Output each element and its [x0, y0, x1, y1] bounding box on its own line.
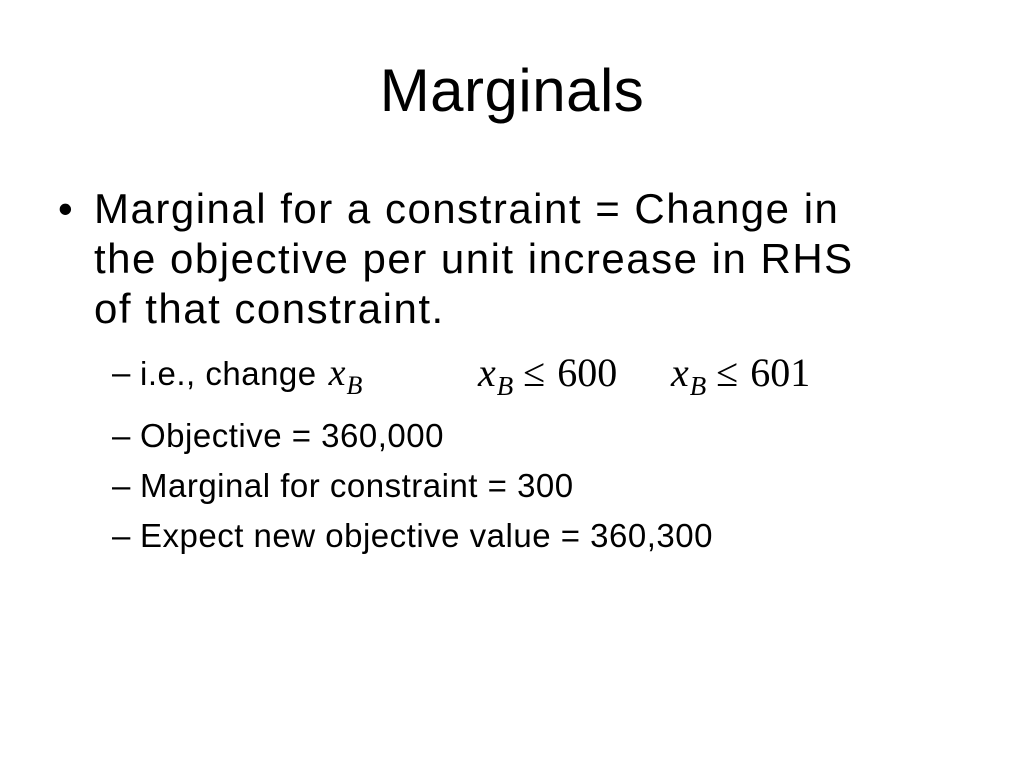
dash-marker: – — [112, 517, 131, 554]
sub-bullet-marginal-text: Marginal for constraint = 300 — [140, 467, 574, 504]
bullet-marker: • — [58, 185, 73, 232]
sub-bullet-objective — [112, 411, 862, 461]
main-bullet-line-1: Marginal for a constraint = Change in — [94, 185, 840, 232]
main-bullet-line-2: the objective per unit increase in RHS — [94, 235, 854, 282]
dash-marker: – — [112, 354, 131, 391]
dash-marker: – — [112, 467, 131, 504]
math-subscript-b: B — [346, 371, 363, 400]
less-equal-symbol: ≤ — [716, 350, 739, 395]
math-subscript-b: B — [496, 371, 514, 401]
slide-title: Marginals — [379, 57, 645, 124]
less-equal-symbol: ≤ — [523, 350, 546, 395]
main-bullet-text — [94, 184, 904, 334]
math-var-x: x — [328, 352, 346, 394]
math-subscript-b: B — [689, 371, 707, 401]
dash-marker: – — [112, 417, 131, 454]
math-variable-xb — [328, 352, 363, 400]
sub-bullet-expect — [112, 511, 862, 561]
sub-bullet-objective-text: Objective = 360,000 — [140, 417, 444, 454]
constraint-value-600: 600 — [557, 350, 618, 395]
sub-bullet-marginal — [112, 461, 862, 511]
constraint-label-601 — [671, 350, 811, 406]
sub-bullet-change-text: i.e., change — [140, 355, 317, 392]
math-var-x: x — [671, 350, 689, 395]
constraint-label-600 — [478, 350, 618, 406]
sub-bullet-expect-text: Expect new objective value = 360,300 — [140, 517, 713, 554]
constraint-value-601: 601 — [750, 350, 811, 395]
math-var-x: x — [478, 350, 496, 395]
main-bullet-line-3: of that constraint. — [94, 285, 445, 332]
